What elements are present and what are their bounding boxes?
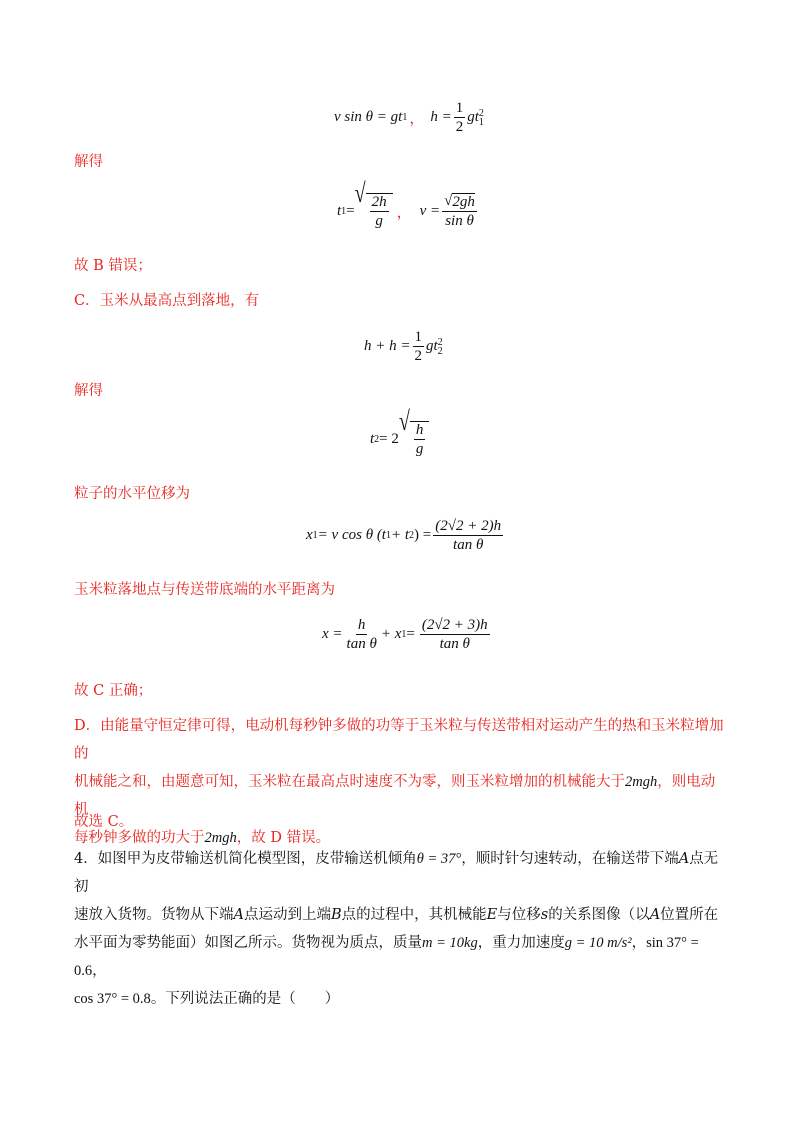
eq1-h: h = bbox=[430, 109, 452, 125]
eq1-rhs: gt bbox=[467, 109, 479, 125]
q4-l2d: B bbox=[330, 907, 342, 923]
eq4-num: h bbox=[415, 422, 424, 438]
equation-4 bbox=[370, 407, 429, 457]
equation-2 bbox=[337, 179, 479, 229]
text-landing-dist: 玉米粒落地点与传送带底端的水平距离为 bbox=[74, 582, 335, 598]
eq3-lhs: h + h = bbox=[364, 338, 411, 354]
eq4-eq: = 2 bbox=[379, 430, 399, 447]
equation-3 bbox=[364, 329, 443, 364]
q4-l2j: A bbox=[649, 907, 661, 923]
eq5-close: ) = bbox=[414, 527, 432, 543]
sqrt-symbol-icon: √ bbox=[444, 193, 453, 209]
eq5-frac bbox=[433, 518, 503, 553]
q4-l1d: 点无初 bbox=[74, 851, 719, 895]
eq5-den: tan θ bbox=[453, 537, 484, 553]
sqrt-symbol-icon: √ bbox=[398, 407, 410, 437]
q4-l3m: m = 10kg bbox=[422, 935, 478, 951]
eq6-num: (2√2 + 3)h bbox=[421, 617, 488, 633]
eq2-sqrt-body bbox=[366, 193, 393, 229]
eq5-lsub: 1 bbox=[312, 530, 318, 541]
para-d-l2b: ，则电动机 bbox=[74, 774, 716, 818]
eq1-sub2: 1 bbox=[478, 116, 484, 128]
text-horizontal-disp: 粒子的水平位移为 bbox=[74, 486, 190, 502]
q4-l2b: A bbox=[233, 907, 244, 923]
eq6-frac1 bbox=[345, 617, 379, 652]
eq6-psub: 1 bbox=[401, 629, 407, 640]
eq1-sup: 2 bbox=[478, 107, 484, 119]
q4-line2 bbox=[74, 901, 726, 929]
q4-l3c: ， bbox=[631, 935, 647, 951]
eq5-s1: 1 bbox=[385, 530, 391, 541]
equation-1 bbox=[334, 100, 484, 135]
eq2-t: t bbox=[337, 202, 342, 219]
para-d-line2 bbox=[74, 768, 726, 824]
eq4-sqrt-body bbox=[410, 421, 430, 457]
q4-l2i: 的关系图像（以 bbox=[548, 907, 650, 923]
para-d-line1: D．由能量守恒定律可得，电动机每秒钟多做的功等于玉米粒与传送带相对运动产生的热和玉米粒增加的 bbox=[74, 718, 724, 762]
para-d-l2a: 机械能之和，由题意可知，玉米粒在最高点时速度不为零，则玉米粒增加的机械能大于 bbox=[74, 774, 625, 790]
q4-l3d: ， bbox=[92, 963, 107, 979]
eq6-den: tan θ bbox=[439, 636, 470, 652]
eq1-frac bbox=[454, 100, 466, 135]
eq5-mid: = v cos θ (t bbox=[317, 527, 386, 543]
text-jie-1: 解得 bbox=[74, 154, 103, 170]
eq2-num1: 2h bbox=[371, 194, 387, 210]
eq1-lhs: v sin θ = gt bbox=[334, 109, 403, 125]
q4-l3g: g = 10 m/s² bbox=[564, 935, 632, 951]
eq4-den: g bbox=[415, 441, 424, 457]
eq2-vden: sin θ bbox=[445, 213, 474, 229]
eq5-plus: + t bbox=[390, 527, 410, 543]
paragraph-d bbox=[74, 712, 726, 852]
q4-l2a: 速放入货物。货物从下端 bbox=[74, 907, 234, 923]
q4-line1 bbox=[74, 845, 726, 901]
q4-l2h: s bbox=[540, 907, 549, 923]
eq6-n1: h bbox=[357, 617, 366, 633]
eq2-eq: = bbox=[346, 202, 355, 219]
equation-5 bbox=[306, 518, 505, 553]
eq5-lhs: x bbox=[306, 527, 313, 543]
eq2-vnum: 2gh bbox=[452, 194, 475, 210]
eq1-den: 2 bbox=[455, 119, 464, 135]
eq1-sub: 1 bbox=[402, 112, 408, 123]
eq4-t: t bbox=[370, 430, 375, 447]
eq6-lhs: x = bbox=[322, 626, 343, 642]
text-answer-c: 故选 C。 bbox=[74, 814, 134, 830]
eq2-num2 bbox=[442, 193, 477, 212]
sqrt-symbol-icon: √ bbox=[354, 179, 366, 209]
q4-l4b: 。下列说法正确的是（ ） bbox=[150, 991, 340, 1007]
question-4 bbox=[74, 845, 726, 1013]
q4-line3 bbox=[74, 929, 726, 985]
eq4-tsub: 2 bbox=[374, 433, 380, 445]
q4-l1b: ，顺时针匀速转动，在输送带下端 bbox=[461, 851, 679, 867]
q4-l1a: 4．如图甲为皮带输送机简化模型图，皮带输送机倾角 bbox=[74, 851, 417, 867]
q4-line4 bbox=[74, 985, 726, 1013]
eq3-num: 1 bbox=[414, 329, 422, 345]
text-b-wrong: 故 B 错误； bbox=[74, 258, 152, 274]
eq5-s2: 2 bbox=[409, 530, 415, 541]
para-d-l2m: 2mgh bbox=[625, 774, 658, 790]
eq5-num: (2√2 + 2)h bbox=[435, 518, 502, 534]
text-c-intro: C．玉米从最高点到落地，有 bbox=[74, 293, 260, 309]
q4-l2e: 点的过程中，其机械能 bbox=[341, 907, 487, 923]
equation-6 bbox=[322, 617, 492, 652]
eq1-sep: ， bbox=[409, 111, 425, 127]
q4-l1c: A bbox=[678, 851, 690, 867]
eq4-sqrt bbox=[398, 407, 429, 457]
eq2-frac2 bbox=[442, 193, 477, 229]
eq2-sqrt2 bbox=[444, 193, 475, 210]
q4-l2k: 位置所在 bbox=[660, 907, 719, 923]
eq6-d1: tan θ bbox=[346, 636, 377, 652]
q4-l2c: 点运动到上端 bbox=[243, 907, 331, 923]
para-d-l3a: 每秒钟多做的功大于 bbox=[74, 830, 205, 846]
eq6-eq: = bbox=[406, 626, 415, 642]
eq3-sup: 2 bbox=[437, 336, 443, 348]
eq3-sub: 2 bbox=[437, 345, 443, 357]
eq2-sep: ， bbox=[396, 204, 412, 221]
eq4-frac bbox=[414, 422, 426, 457]
eq6-frac2 bbox=[420, 617, 490, 652]
q4-l2g: 与位移 bbox=[497, 907, 541, 923]
eq3-frac bbox=[413, 329, 425, 364]
eq2-sqrt bbox=[354, 179, 393, 229]
para-d-l3b: ，故 D 错误。 bbox=[236, 830, 331, 846]
q4-l3s: sin 37° = 0.6 bbox=[74, 935, 699, 979]
text-jie-2: 解得 bbox=[74, 383, 103, 399]
eq1-subsup bbox=[479, 109, 484, 127]
para-d-l3m: 2mgh bbox=[204, 830, 237, 846]
q4-l3b: ，重力加速度 bbox=[477, 935, 565, 951]
q4-l2f: E bbox=[486, 907, 498, 923]
eq3-den: 2 bbox=[414, 348, 422, 364]
q4-l3a: 水平面为零势能面）如图乙所示。货物视为质点，质量 bbox=[74, 935, 422, 951]
q4-l4m: cos 37° = 0.8 bbox=[74, 991, 151, 1007]
eq3-subsup bbox=[438, 338, 443, 356]
eq2-den1: g bbox=[375, 213, 383, 229]
text-c-correct: 故 C 正确； bbox=[74, 683, 153, 699]
eq2-tsub: 1 bbox=[341, 205, 347, 217]
eq3-rhs: gt bbox=[426, 338, 438, 354]
eq2-v: v = bbox=[419, 202, 441, 219]
eq2-frac1 bbox=[370, 194, 389, 229]
eq1-num: 1 bbox=[455, 100, 464, 116]
q4-l1m: θ = 37° bbox=[416, 851, 462, 867]
eq6-plus: + x bbox=[380, 626, 402, 642]
